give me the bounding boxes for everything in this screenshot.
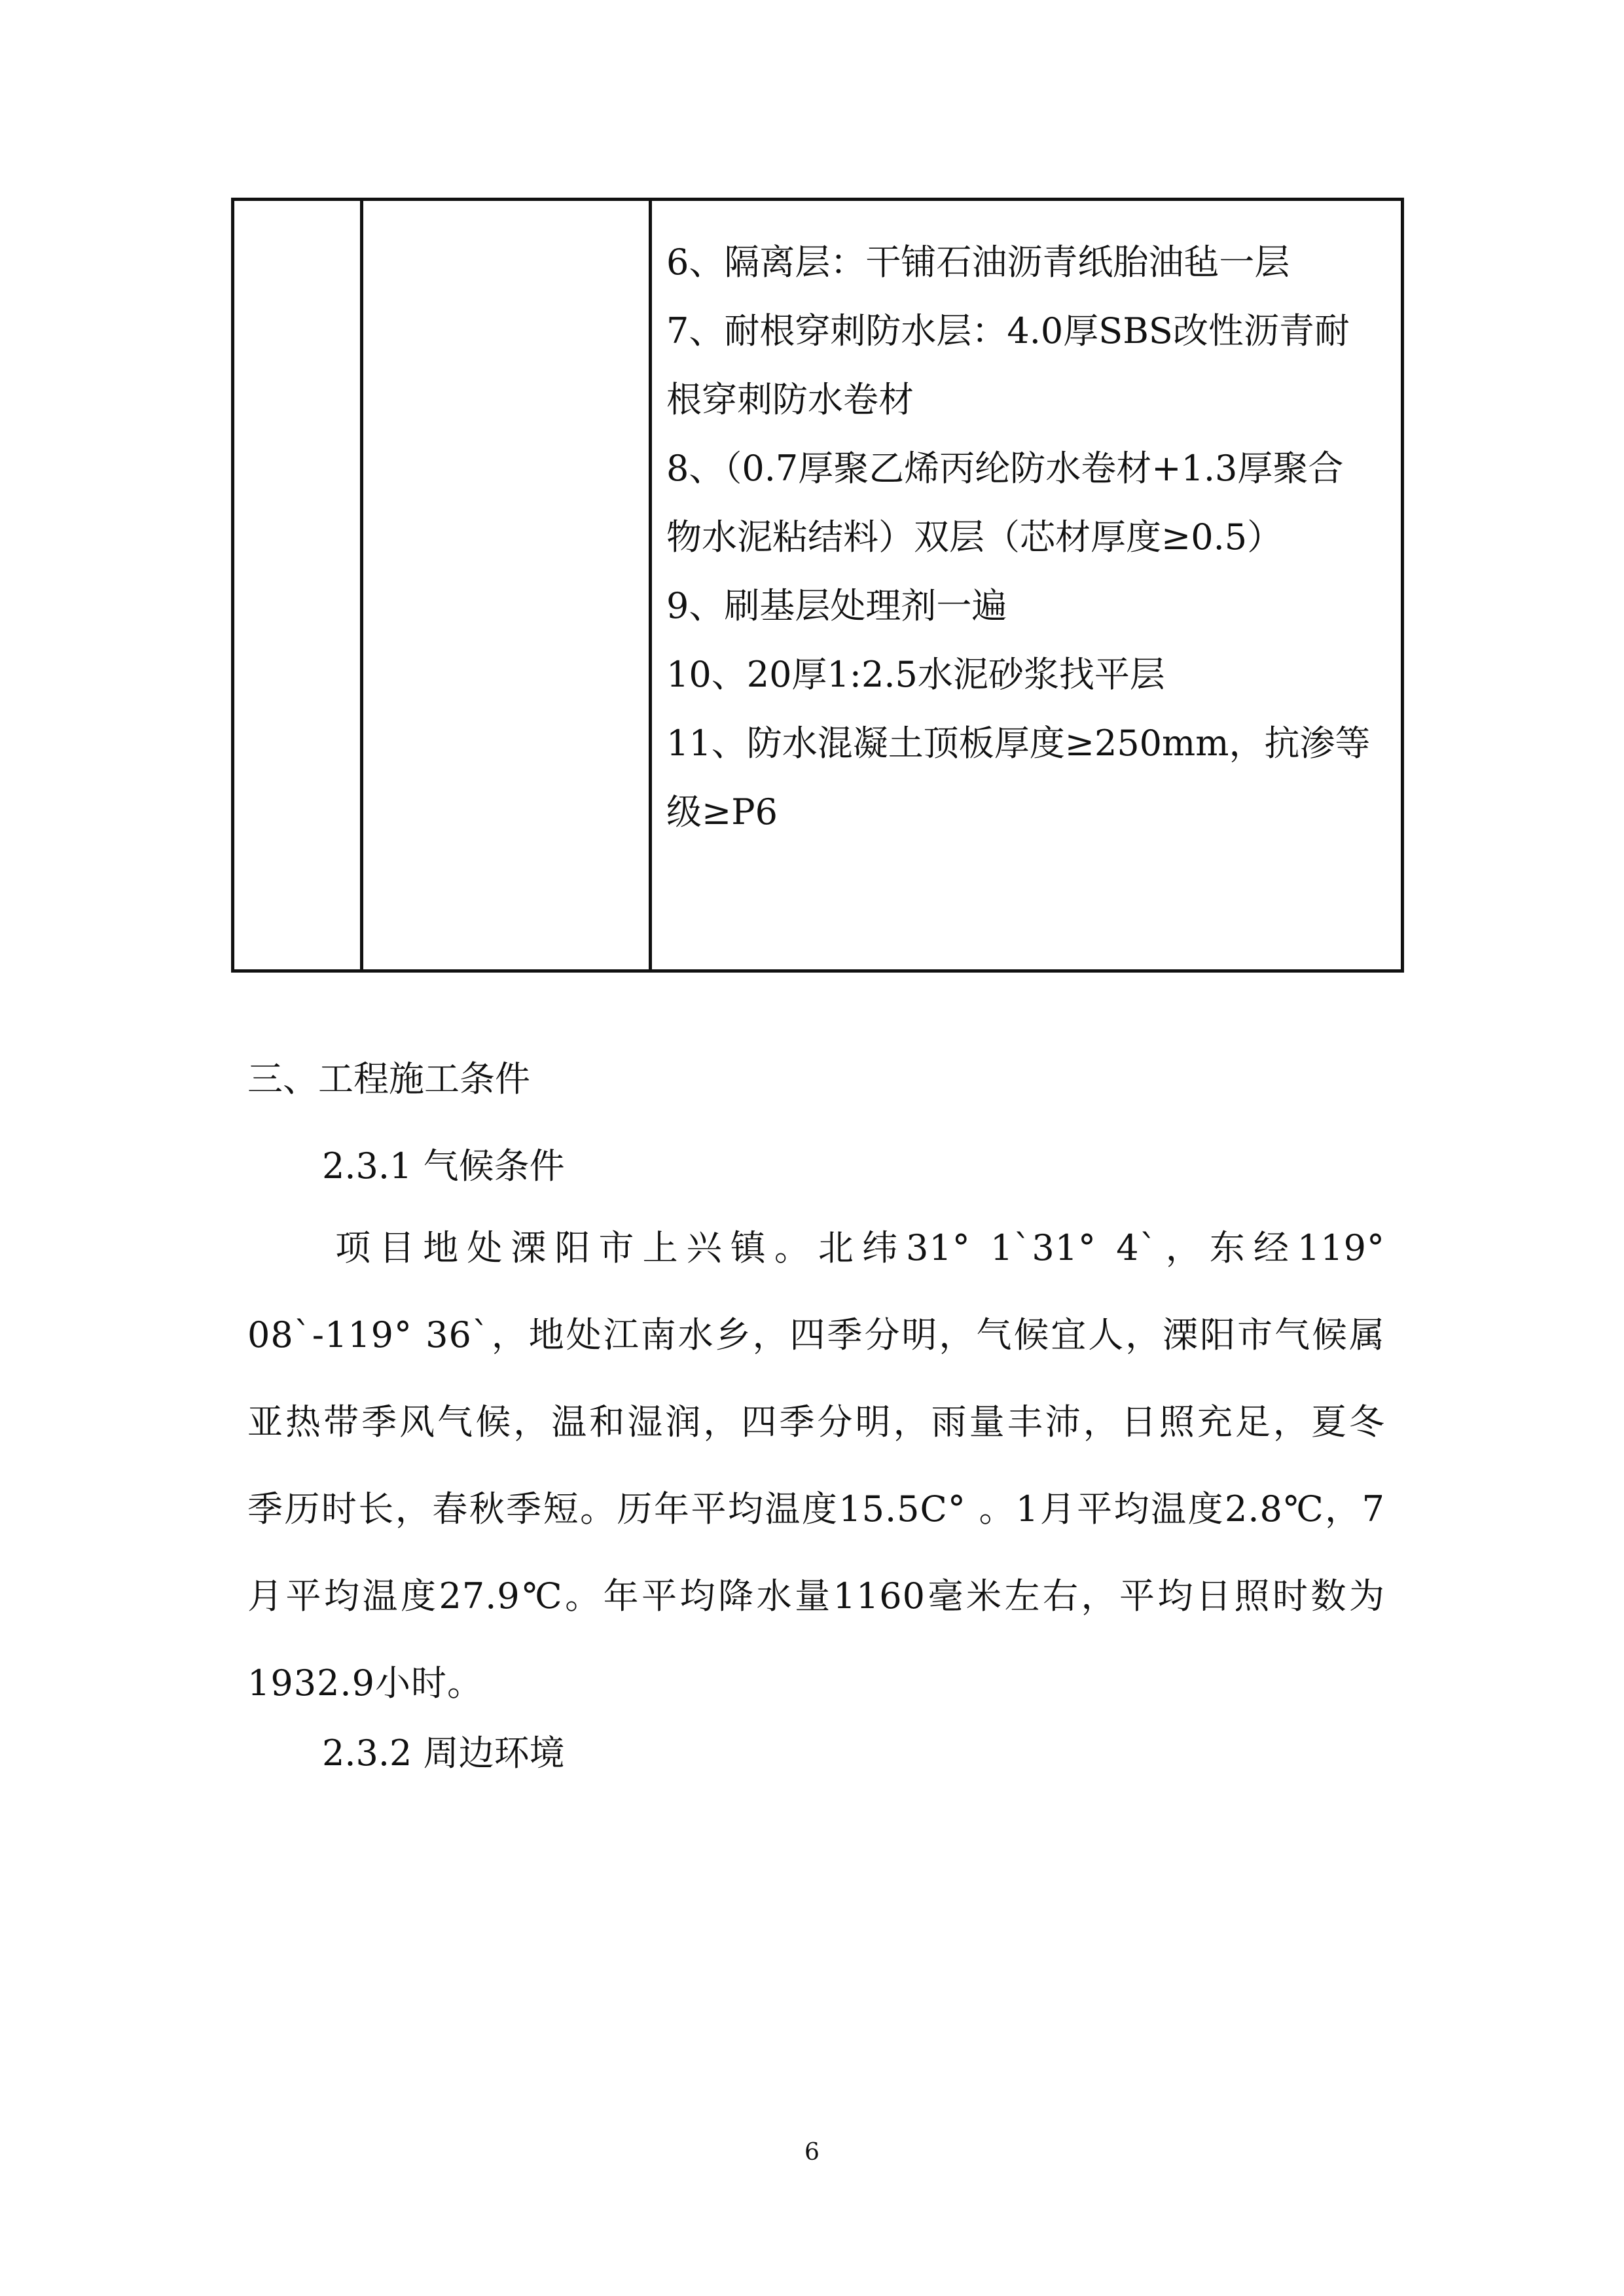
layer-line: 6、隔离层：干铺石油沥青纸胎油毡一层 — [666, 242, 1290, 283]
paragraph-line: 月平均温度27.9℃。年平均降水量1160毫米左右，平均日照时数为 — [247, 1575, 1385, 1617]
layer-line: 物水泥粘结料）双层（芯材厚度≥0.5） — [666, 516, 1283, 558]
table-cell-col2 — [362, 200, 651, 971]
paragraph-line: 亚热带季风气候，温和湿润，四季分明，雨量丰沛，日照充足，夏冬 — [247, 1401, 1385, 1443]
table-row — [233, 200, 1403, 971]
section-heading: 三、工程施工条件 — [247, 1058, 530, 1100]
layer-line: 9、刷基层处理剂一遍 — [666, 585, 1007, 626]
climate-paragraph — [247, 1204, 1385, 1727]
layer-line: 11、防水混凝土顶板厚度≥250mm，抗渗等 — [666, 723, 1371, 764]
subsection-title-surroundings: 2.3.2 周边环境 — [322, 1732, 565, 1774]
layer-line: 级≥P6 — [666, 791, 778, 833]
paragraph-line: 项目地处溧阳市上兴镇。北纬31° 1`31° 4`，东经119° — [247, 1227, 1385, 1268]
layer-line: 8、（0.7厚聚乙烯丙纶防水卷材+1.3厚聚合 — [666, 448, 1344, 489]
paragraph-line: 季历时长，春秋季短。历年平均温度15.5C° 。1月平均温度2.8℃，7 — [247, 1488, 1385, 1530]
paragraph-line: 08`-119° 36`，地处江南水乡，四季分明，气候宜人，溧阳市气候属 — [247, 1314, 1385, 1355]
construction-layers-table — [231, 198, 1404, 973]
table-cell-layers — [651, 200, 1403, 971]
layer-line: 10、20厚1:2.5水泥砂浆找平层 — [666, 654, 1165, 695]
layer-line: 根穿刺防水卷材 — [666, 379, 914, 420]
table-cell-col1 — [233, 200, 362, 971]
layer-line: 7、耐根穿刺防水层：4.0厚SBS改性沥青耐 — [666, 310, 1350, 351]
paragraph-line: 1932.9小时。 — [247, 1662, 483, 1704]
page-number: 6 — [804, 2139, 820, 2166]
subsection-title-climate: 2.3.1 气候条件 — [322, 1145, 565, 1187]
